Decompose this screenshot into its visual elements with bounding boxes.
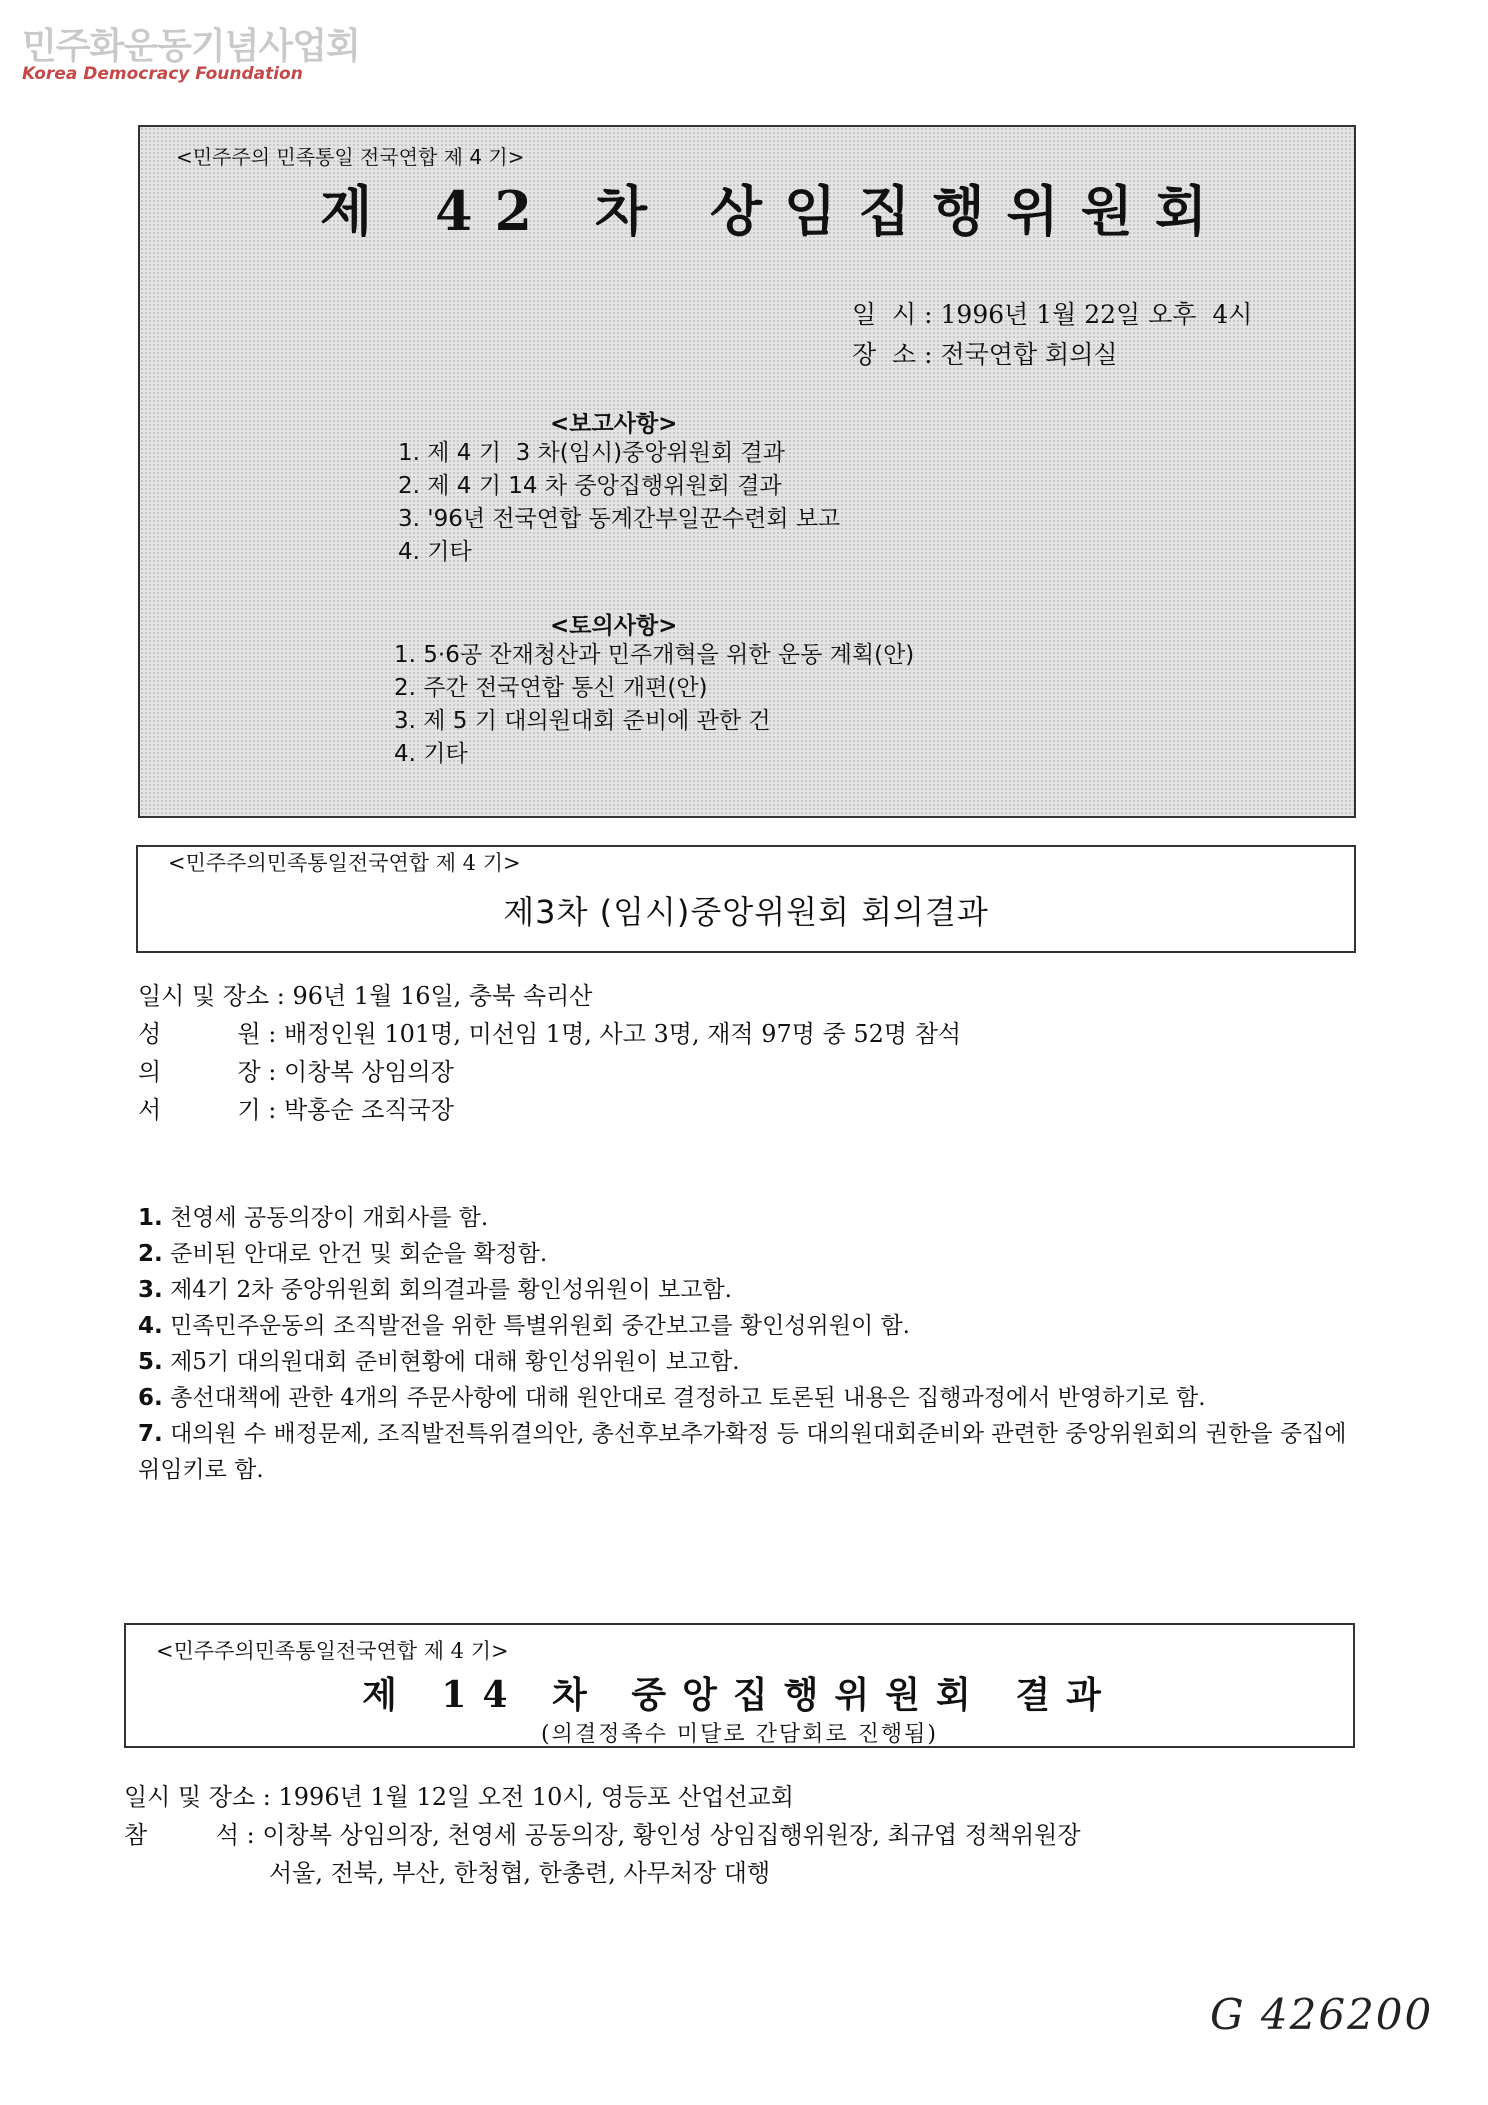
discussion-item: 2. 주간 전국연합 통신 개편(안) xyxy=(394,675,708,701)
info-line: 서울, 전북, 부산, 한청협, 한총련, 사무처장 대행 xyxy=(124,1859,771,1887)
discussion-item: 4. 기타 xyxy=(394,741,468,767)
report-item: 1. 제 4 기 3 차(임시)중앙위원회 결과 xyxy=(398,440,785,466)
result-item: 1. 천영세 공동의장이 개회사를 함. xyxy=(138,1205,489,1231)
exec-14-info xyxy=(124,1778,1081,1892)
meeting-date: 일 시 : 1996년 1월 22일 오후 4시 xyxy=(852,300,1253,329)
org-tag: <민주주의민족통일전국연합 제 4 기> xyxy=(156,1639,509,1663)
report-item: 2. 제 4 기 14 차 중앙집행위원회 결과 xyxy=(398,473,782,499)
info-line: 서 기 : 박홍순 조직국장 xyxy=(138,1096,454,1124)
info-line: 일시 및 장소 : 1996년 1월 12일 오전 10시, 영등포 산업선교회 xyxy=(124,1783,794,1811)
result-item: 4. 민족민주운동의 조직발전을 위한 특별위원회 중간보고를 황인성위원이 함. xyxy=(138,1313,910,1339)
section-subtitle: (의결정족수 미달로 간담회로 진행됨) xyxy=(541,1722,938,1747)
info-line: 의 장 : 이창복 상임의장 xyxy=(138,1058,454,1086)
org-tag: <민주주의민족통일전국연합 제 4 기> xyxy=(168,851,521,875)
report-item: 4. 기타 xyxy=(398,539,472,565)
central-3-results xyxy=(138,1200,1348,1488)
discussion-item: 3. 제 5 기 대의원대회 준비에 관한 건 xyxy=(394,708,771,734)
org-tag: <민주주의 민족통일 전국연합 제 4 기> xyxy=(176,145,525,169)
result-item: 2. 준비된 안대로 안건 및 회순을 확정함. xyxy=(138,1241,548,1267)
meeting-place: 장 소 : 전국연합 회의실 xyxy=(852,340,1118,369)
handwritten-archive-code: G 426200 xyxy=(1210,1990,1434,2039)
foundation-logo-subtitle: Korea Democracy Foundation xyxy=(22,64,303,84)
discussion-item: 1. 5·6공 잔재청산과 민주개혁을 위한 운동 계획(안) xyxy=(394,642,915,668)
foundation-logo-title: 민주화운동기념사업회 xyxy=(22,26,360,67)
report-heading: <보고사항> xyxy=(550,411,678,437)
central-3-info xyxy=(138,977,961,1129)
report-item: 3. '96년 전국연합 동계간부일꾼수련회 보고 xyxy=(398,506,841,532)
meeting-title: 제 42 차 상임집행위원회 xyxy=(320,179,1230,243)
result-item: 5. 제5기 대의원대회 준비현황에 대해 황인성위원이 보고함. xyxy=(138,1349,740,1375)
info-line: 참 석 : 이창복 상임의장, 천영세 공동의장, 황인성 상임집행위원장, 최규엽 정책위원장 xyxy=(124,1821,1081,1849)
discussion-list xyxy=(394,639,914,771)
central-3-header-box xyxy=(136,845,1356,953)
section-title: 제3차 (임시)중앙위원회 회의결과 xyxy=(503,893,989,931)
info-line: 일시 및 장소 : 96년 1월 16일, 충북 속리산 xyxy=(138,982,593,1010)
exec-14-header-box xyxy=(124,1623,1355,1748)
discussion-heading: <토의사항> xyxy=(550,613,678,639)
result-item: 3. 제4기 2차 중앙위원회 회의결과를 황인성위원이 보고함. xyxy=(138,1277,732,1303)
meeting-42-agenda-box xyxy=(138,125,1356,818)
info-line: 성 원 : 배정인원 101명, 미선임 1명, 사고 3명, 재적 97명 중 52명 참석 xyxy=(138,1020,962,1048)
result-item: 7. 대의원 수 배정문제, 조직발전특위결의안, 총선후보추가확정 등 대의원대회준비와 관련한 중앙위원회의 권한을 중집에 위임키로 함. xyxy=(138,1421,1347,1483)
section-title: 제 14 차 중앙집행위원회 결과 xyxy=(362,1674,1117,1716)
result-item: 6. 총선대책에 관한 4개의 주문사항에 대해 원안대로 결정하고 토론된 내용은 집행과정에서 반영하기로 함. xyxy=(138,1385,1206,1411)
report-list xyxy=(398,437,840,569)
